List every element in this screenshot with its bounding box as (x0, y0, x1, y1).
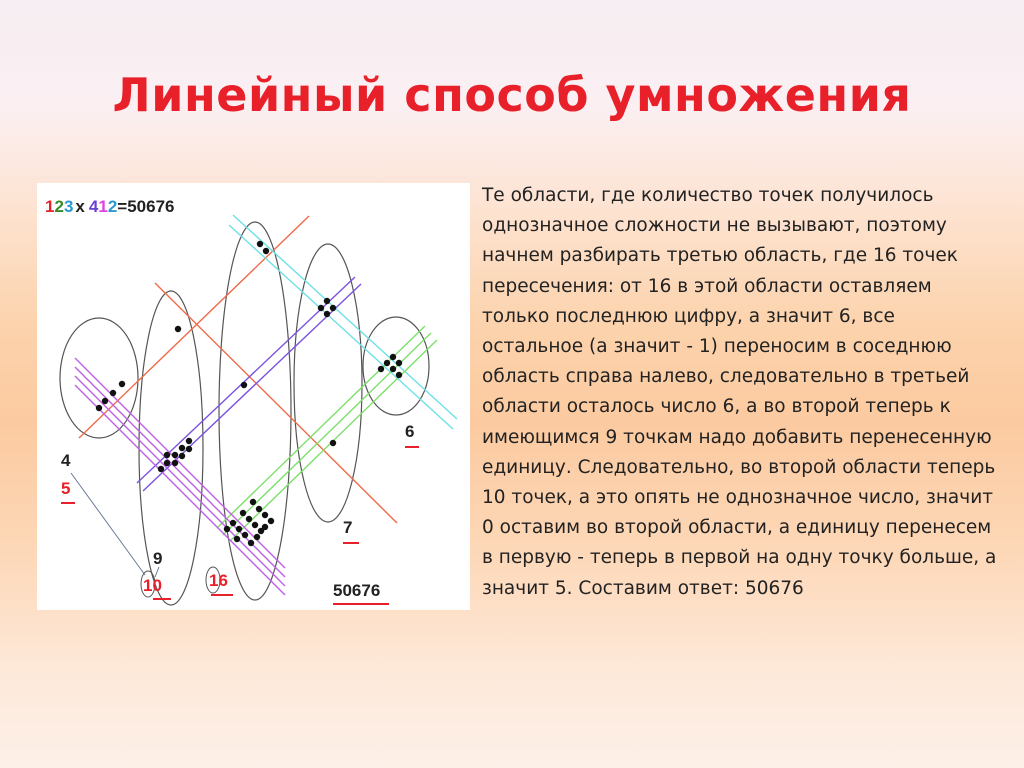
dot (378, 366, 384, 372)
dot (396, 372, 402, 378)
dot (164, 460, 170, 466)
eq-b-digit-2: 1 (98, 197, 108, 216)
dot (224, 526, 230, 532)
label-r1-bottom: 5 (61, 479, 71, 498)
label-r4: 7 (343, 518, 353, 537)
dot (179, 445, 185, 451)
region-ellipse-3 (219, 222, 291, 600)
dot (119, 381, 125, 387)
label-r2-bottom: 10 (143, 576, 162, 595)
dot (172, 452, 178, 458)
eq-result: =50676 (117, 197, 175, 216)
region-ellipse-4 (294, 244, 362, 522)
violet-line-3 (75, 376, 285, 586)
equation (45, 197, 174, 216)
violet-line-4 (75, 385, 285, 595)
eq-times: x (75, 197, 85, 216)
dot (324, 298, 330, 304)
dot (158, 466, 164, 472)
multiplication-diagram (37, 183, 470, 610)
eq-b-digit-1: 4 (88, 197, 99, 216)
dot (254, 534, 260, 540)
dot (241, 382, 247, 388)
dot (262, 512, 268, 518)
region-ellipse-2 (139, 291, 203, 605)
dot (252, 522, 258, 528)
violet-lines (75, 358, 285, 595)
dot (396, 360, 402, 366)
label-r1-top: 4 (61, 451, 71, 470)
dot (250, 499, 256, 505)
dot (330, 440, 336, 446)
dot (242, 532, 248, 538)
dot (186, 438, 192, 444)
dot (240, 510, 246, 516)
dot (248, 540, 254, 546)
dot (318, 305, 324, 311)
region-labels (61, 422, 414, 600)
dot (256, 506, 262, 512)
region-ellipse-1 (60, 318, 138, 438)
dot (179, 453, 185, 459)
dot (102, 398, 108, 404)
pointer-4-to-10 (71, 473, 145, 575)
dot (236, 526, 242, 532)
purple-rising-lines (137, 277, 361, 491)
dot (110, 390, 116, 396)
slide-title: Линейный способ умножения (112, 68, 912, 122)
dot (234, 536, 240, 542)
dot (96, 405, 102, 411)
diagram-svg (37, 183, 470, 610)
explanation-text: Те области, где количество точек получилось однозначное сложности не вызывают, поэтому начнем разбирать третью область, где 16 точек пересечения: от 16 в этой области оставляем только последнюю цифру, а значит 6, все остальное (а значит - 1) переносим в соседнюю область справа налево, следовательно в третьей области осталось число 6, а во второй теперь к имеющимся 9 точкам надо добавить перенесенную единицу. Следовательно, во второй области теперь 10 точек, а это опять не однозначное число, значит 0 оставим во второй области, а единицу перенесем в первую - теперь в первой на одну точку больше, а значит 5. Составим ответ: 50676 (482, 185, 997, 599)
eq-a-digit-3: 3 (63, 197, 74, 216)
dot (324, 311, 330, 317)
green-lines (217, 326, 437, 542)
cyan-line-1 (233, 215, 457, 419)
label-r5: 6 (405, 422, 415, 441)
answer-label: 50676 (333, 581, 381, 600)
dot (230, 520, 236, 526)
label-r2-top: 9 (153, 549, 163, 568)
dot (330, 305, 336, 311)
eq-a-digit-1: 1 (45, 197, 55, 216)
dot (390, 354, 396, 360)
eq-a-digit-2: 2 (54, 197, 64, 216)
dot (164, 452, 170, 458)
dot (263, 248, 269, 254)
dot (172, 460, 178, 466)
eq-b-digit-3: 2 (107, 197, 118, 216)
red-lines (79, 216, 397, 523)
label-r3: 16 (209, 571, 228, 590)
dot (246, 516, 252, 522)
dot (257, 241, 263, 247)
dot (186, 446, 192, 452)
dot (262, 524, 268, 530)
violet-line-1 (75, 358, 285, 568)
dot (175, 326, 181, 332)
dot (268, 518, 274, 524)
dot (390, 366, 396, 372)
red-line-falling (155, 283, 397, 523)
dot (384, 360, 390, 366)
cyan-lines (229, 215, 457, 429)
region-ellipses (60, 222, 429, 605)
